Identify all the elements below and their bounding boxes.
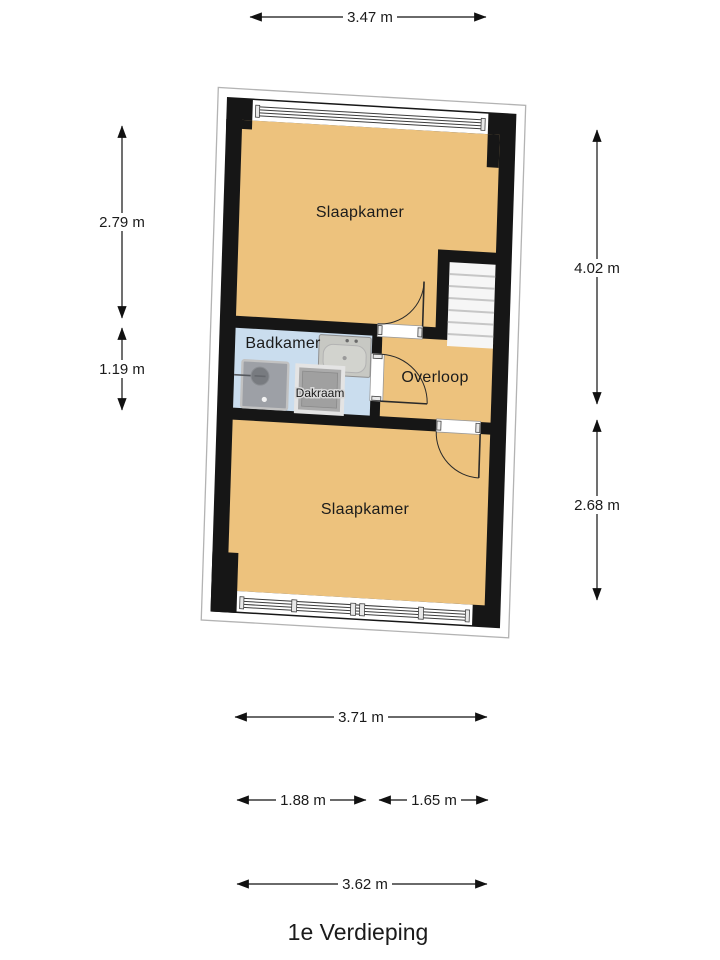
dimension-bottom-window [237,875,487,893]
staircase [447,262,496,349]
svg-text:4.02 m: 4.02 m [574,260,620,277]
dimension-bottom-right [379,791,488,809]
skylight-label: Dakraam [295,386,345,400]
svg-text:1.88 m: 1.88 m [280,792,326,809]
floor-plan [201,87,525,637]
dimension-left-upper [95,126,149,318]
corner-post-topleft [226,119,252,129]
dimension-bottom-overall [235,708,487,726]
svg-text:3.62 m: 3.62 m [342,876,388,893]
bathroom-label: Badkamer [245,335,321,352]
bedroom-top-label: Slaapkamer [315,204,405,221]
bedroom-bottom-label: Slaapkamer [320,501,410,518]
corner-post-bottomleft [211,552,239,613]
svg-text:1.19 m: 1.19 m [99,361,145,378]
shower [233,360,288,410]
svg-text:3.47 m: 3.47 m [347,9,393,26]
svg-text:2.68 m: 2.68 m [574,497,620,514]
floor-title: 1e Verdieping [287,919,429,945]
dimension-left-lower [95,328,149,410]
svg-text:2.79 m: 2.79 m [99,214,145,231]
dimension-top-width [250,8,486,26]
dimension-bottom-left [237,791,366,809]
svg-text:1.65 m: 1.65 m [411,792,457,809]
dimension-right-lower [570,420,624,600]
corner-post-topright [487,134,500,168]
dimension-right-upper [570,130,624,404]
landing-label: Overloop [401,369,469,386]
svg-text:3.71 m: 3.71 m [338,709,384,726]
